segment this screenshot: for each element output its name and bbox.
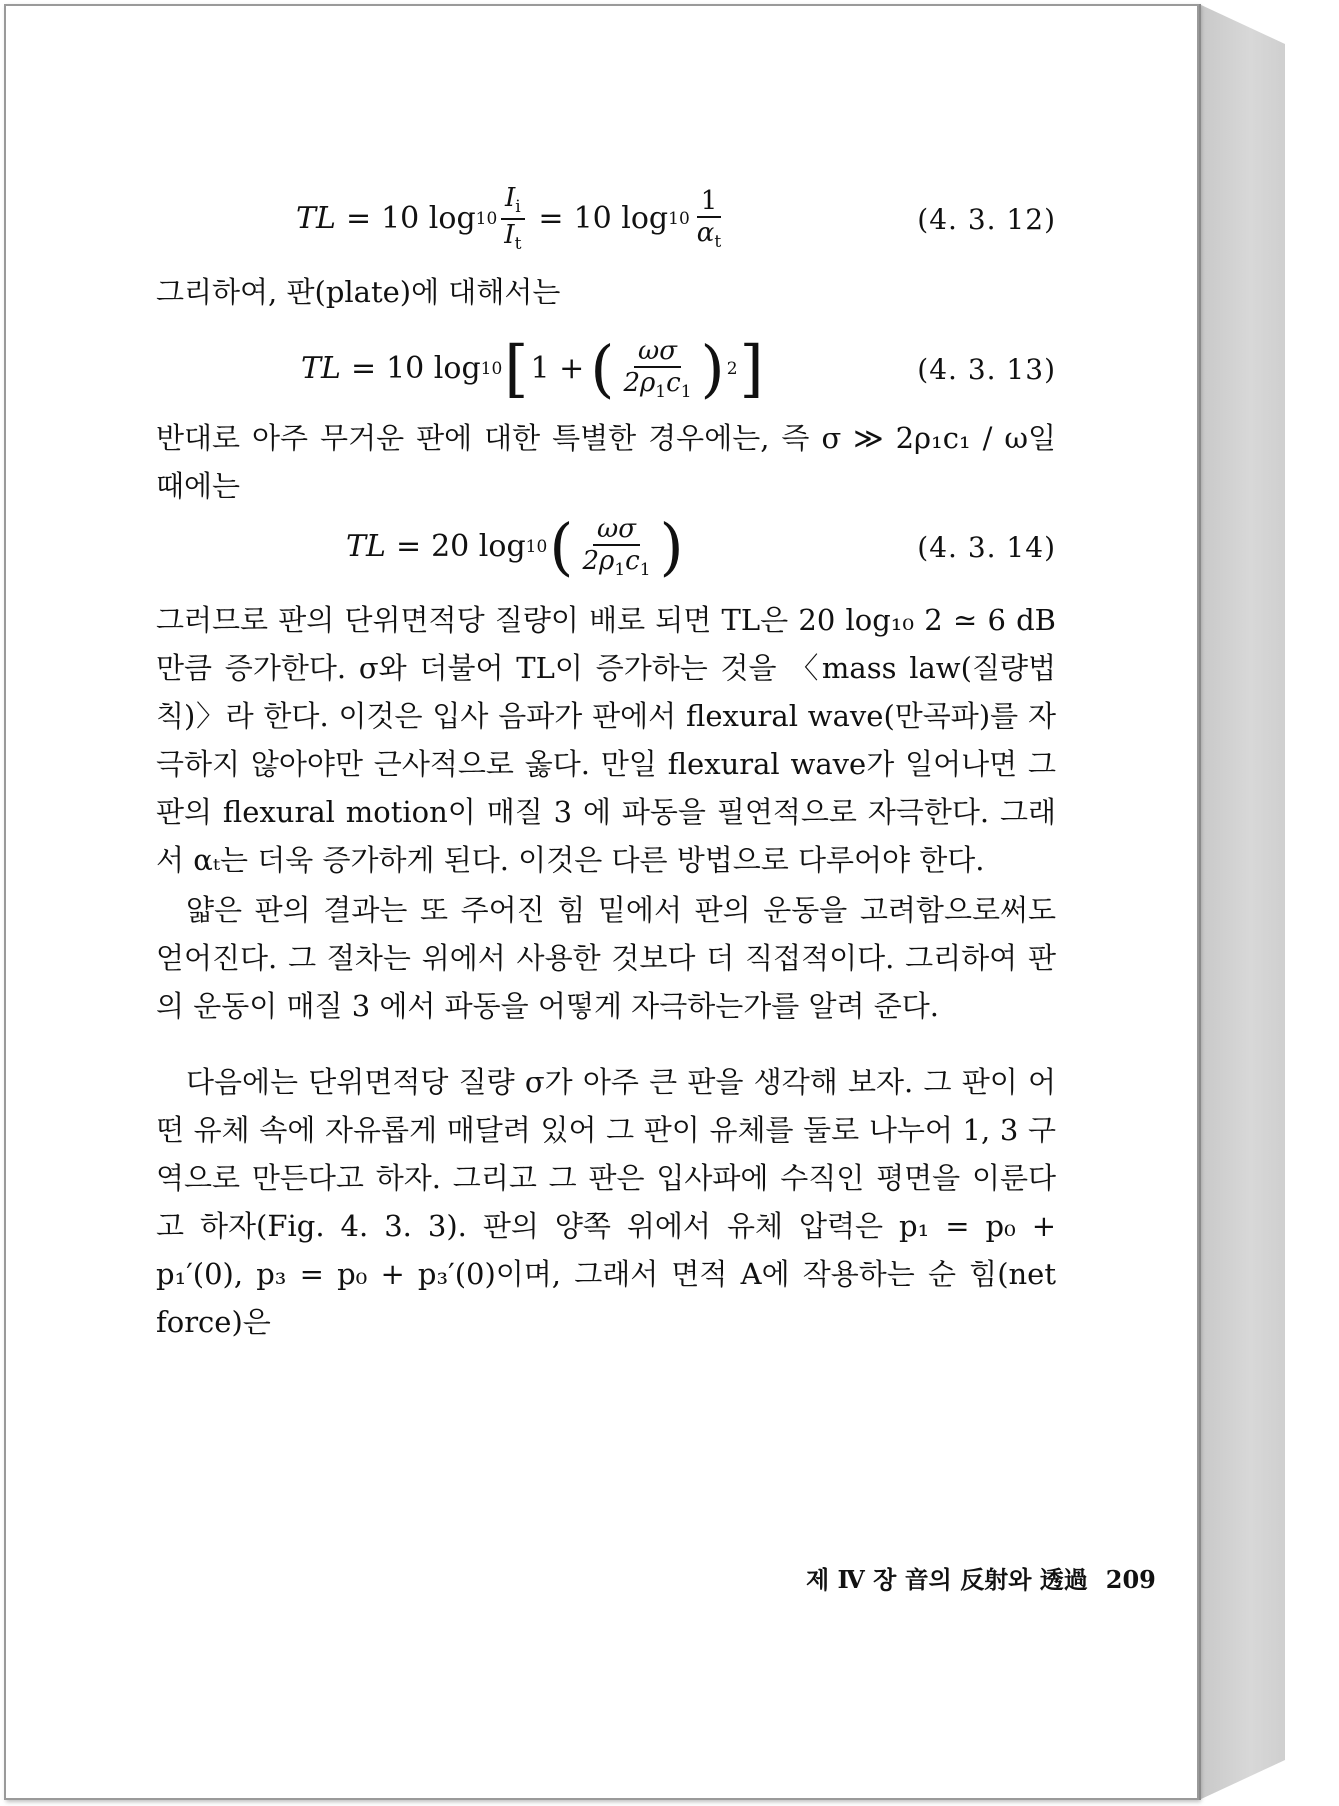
equation-number: (4. 3. 14) (917, 530, 1056, 564)
eq-fraction-intensity (500, 185, 525, 253)
eq-denominator-sub1: 1 (614, 559, 626, 580)
equation-4-3-14 (156, 502, 1056, 592)
eq-log-term: 20 log (431, 529, 526, 564)
page-sheet (4, 4, 1199, 1800)
equation-4-3-13 (156, 324, 1056, 414)
eq-fraction (579, 513, 655, 580)
eq-denominator-c: c (625, 545, 640, 576)
eq-lhs: TL (346, 529, 386, 564)
eq-equals: = (345, 201, 372, 236)
eq-numerator-2: 1 (697, 188, 722, 218)
eq-log-base: 10 (480, 358, 503, 379)
eq-denominator: I (504, 220, 515, 250)
eq-left-paren: ( (590, 332, 615, 405)
equation-number: (4. 3. 12) (917, 202, 1056, 236)
equation-number: (4. 3. 13) (917, 352, 1056, 386)
eq-denominator-sub2: 1 (639, 559, 651, 580)
eq-denominator-2-sub: t (714, 231, 722, 252)
eq-log-base-2: 10 (668, 208, 690, 229)
eq-log-base: 10 (525, 536, 548, 557)
book-spine (1199, 4, 1285, 1800)
running-header-chapter: 제 Ⅳ 장 音의 反射와 透過 (806, 1565, 1088, 1594)
eq-log-term-2: 10 log (573, 201, 669, 236)
eq-left-bracket: [ (504, 332, 529, 405)
eq-log-term: 10 log (386, 351, 481, 386)
eq-fraction-alpha (693, 185, 725, 252)
eq-denominator-sub2: 1 (680, 381, 692, 402)
paragraph-2: 반대로 아주 무거운 판에 대한 특별한 경우에는, 즉 σ ≫ 2ρ₁c₁ / ω일 때에는 (156, 421, 1056, 503)
eq-numerator: ωσ (597, 513, 636, 544)
eq-left-paren: ( (549, 510, 574, 583)
eq-denominator-2: α (696, 217, 715, 248)
eq-denominator-c: c (666, 367, 681, 398)
eq-lhs: TL (301, 351, 341, 386)
eq-numerator: ωσ (638, 335, 677, 366)
eq-right-paren: ) (659, 510, 684, 583)
eq-equals: = (350, 351, 377, 386)
paragraph-3: 그러므로 판의 단위면적당 질량이 배로 되면 TL은 20 log₁₀ 2 ≃ 6 dB만큼 증가한다. σ와 더불어 TL이 증가하는 것을 〈mass law(질량법칙)〉라 한다. 이것은 입사 음파가 판에서 flexural wave(만곡파)를 자극하지 않아야만 근사적으로 옳다. 만일 flexural wave가 일어나면 그 판의 flexural motion이 매질 3 에 파동을 필연적으로 자극한다. 그래서 αₜ는 더욱 증가하게 된다. 이것은 다른 방법으로 다루어야 한다. (156, 603, 1056, 877)
eq-lhs: TL (296, 201, 336, 236)
eq-denominator: 2ρ (623, 367, 656, 398)
paragraph-1: 그리하여, 판(plate)에 대해서는 (156, 275, 561, 309)
eq-log-term: 10 log (381, 201, 476, 236)
eq-right-bracket: ] (739, 332, 764, 405)
paragraph-4: 얇은 판의 결과는 또 주어진 힘 밑에서 판의 운동을 고려함으로써도 얻어진다. 그 절차는 위에서 사용한 것보다 더 직접적이다. 그리하여 판의 운동이 매질 3 에서 파동을 어떻게 자극하는가를 알려 준다. (156, 893, 1056, 1023)
eq-fraction (619, 335, 695, 402)
eq-numerator: I (505, 183, 516, 213)
eq-denominator: 2ρ (582, 545, 615, 576)
eq-equals-2: = (538, 201, 564, 236)
eq-denominator-sub1: 1 (655, 381, 667, 402)
eq-right-paren: ) (700, 332, 725, 405)
eq-equals: = (395, 529, 422, 564)
equation-formula (346, 502, 686, 592)
equation-4-3-12 (156, 174, 1056, 264)
eq-power: 2 (726, 358, 738, 379)
eq-log-base: 10 (475, 208, 498, 229)
paragraph-5: 다음에는 단위면적당 질량 σ가 아주 큰 판을 생각해 보자. 그 판이 어떤 유체 속에 자유롭게 매달려 있어 그 판이 유체를 둘로 나누어 1, 3 구역으로 만든다고 하자. 그리고 그 판은 입사파에 수직인 평면을 이룬다고 하자(Fig. 4. 3. 3). 판의 양쪽 위에서 유체 압력은 p₁ = p₀ + p₁′(0), p₃ = p₀ + p₃′(0)이며, 그래서 면적 A에 작용하는 순 힘(net force)은 (156, 1065, 1056, 1339)
page-footer (806, 1560, 1156, 1595)
equation-formula (296, 174, 728, 264)
page-number: 209 (1105, 1565, 1156, 1594)
eq-denominator-sub: t (514, 234, 522, 254)
spine-edge-line (1199, 4, 1201, 1800)
eq-one-plus: 1 + (530, 351, 585, 386)
eq-numerator-sub: i (515, 197, 521, 217)
equation-formula (301, 324, 766, 414)
